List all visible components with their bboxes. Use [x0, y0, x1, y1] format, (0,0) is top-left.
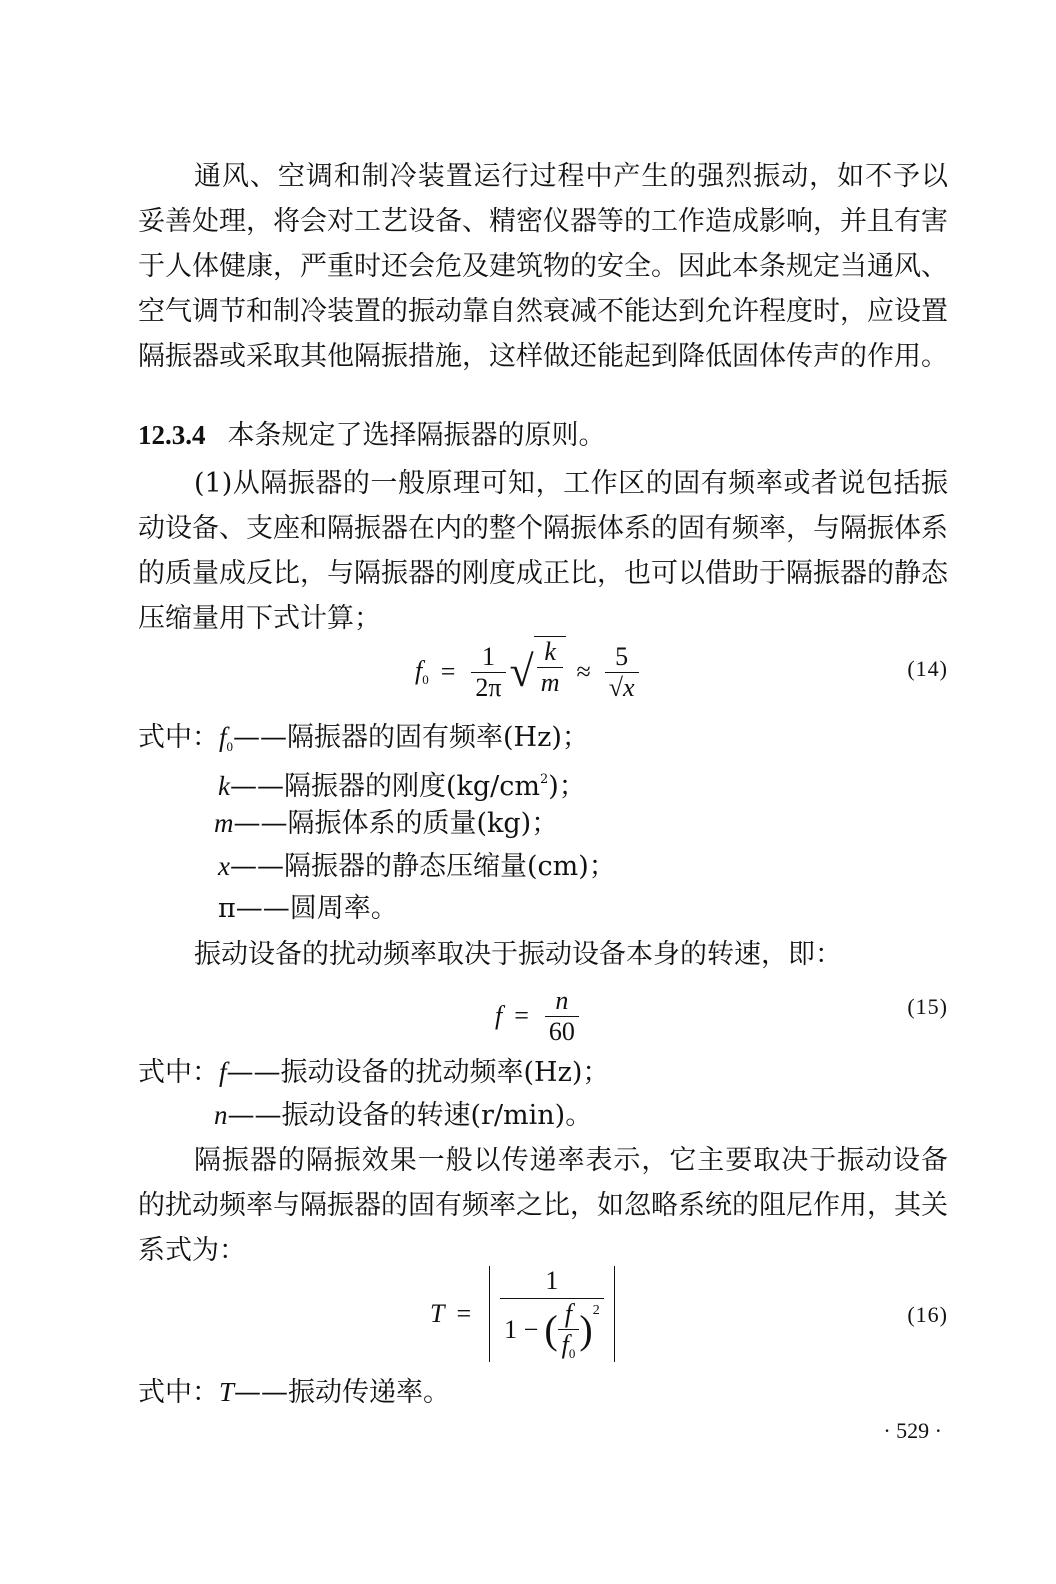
- paragraph-speed: 振动设备的扰动频率取决于振动设备本身的转速，即：: [194, 939, 842, 970]
- clause-text: 本条规定了选择隔振器的原则。: [227, 420, 606, 451]
- eq16-fraction: 1 1 − ( $\frac{f}{f_0}$ ) 2: [500, 1266, 604, 1362]
- paragraph-intro: 通风、空调和制冷装置运行过程中产生的强烈振动，如不予以妥善处理，将会对工艺设备、精密仪器等的工作造成影响，并且有害于人体健康，严重时还会危及建筑物的安全。因此本条规定当通风、空气调节和制冷装置的振动靠自然衰减不能达到允许程度时，应设置隔振器或采取其他隔振措施，这样做还能起到降低固体传声的作用。: [138, 161, 948, 372]
- def-f: 式中：f——振动设备的扰动频率(Hz)；: [138, 1057, 610, 1088]
- page-number: · 529 ·: [883, 1418, 942, 1443]
- equation-number-16: (16): [907, 1302, 948, 1327]
- def-T: 式中：T——振动传递率。: [138, 1377, 451, 1408]
- def-m: m——隔振体系的质量(kg)；: [214, 808, 559, 839]
- def-f0: 式中：$f_0——$隔振器的固有频率(Hz)；: [138, 722, 589, 754]
- eq14-fraction-1: $\frac{1}{2\pi}$: [471, 642, 505, 703]
- eq16-abs: [483, 1266, 621, 1362]
- clause-12-3-4: [138, 415, 606, 456]
- equation-14: [415, 636, 643, 708]
- eq15-fraction: $\frac{n}{60}$: [545, 986, 579, 1047]
- def-n: n——振动设备的转速(r/min)。: [214, 1100, 593, 1131]
- eq14-sqrt: √ $\frac{k}{m}$: [510, 636, 567, 708]
- paragraph-item1: (1)从隔振器的一般原理可知，工作区的固有频率或者说包括振动设备、支座和隔振器在内的整个隔振体系的固有频率，与隔振体系的质量成反比，与隔振器的刚度成正比，也可以借助于隔振器的静态压缩量用下式计算；: [138, 468, 948, 634]
- def-pi: π——圆周率。: [218, 893, 398, 924]
- equation-16: T = 1 1 − ( $\frac{f}{f_0}$ ) 2: [430, 1266, 621, 1362]
- eq14-equals: =: [440, 657, 456, 686]
- eq14-lhs: $f_0$: [415, 656, 429, 687]
- def-x: x——隔振器的静态压缩量(cm)；: [218, 851, 616, 882]
- equation-number-14: (14): [907, 656, 948, 681]
- equation-number-15: (15): [907, 994, 948, 1019]
- def-k: k——隔振器的刚度$(kg/cm^2)$；: [218, 771, 586, 802]
- eq14-fraction-2: $\frac{5}{√x}$: [605, 642, 639, 703]
- eq15-lhs: f: [495, 1001, 503, 1031]
- eq16-lhs: T: [430, 1298, 445, 1328]
- equation-15: f = $\frac{n}{60}$: [495, 986, 583, 1047]
- clause-number: 12.3.4: [138, 420, 206, 450]
- paragraph-transmissibility: 隔振器的隔振效果一般以传递率表示，它主要取决于振动设备的扰动频率与隔振器的固有频率之比，如忽略系统的阻尼作用，其关系式为：: [138, 1145, 948, 1266]
- eq14-approx: ≈: [576, 657, 591, 686]
